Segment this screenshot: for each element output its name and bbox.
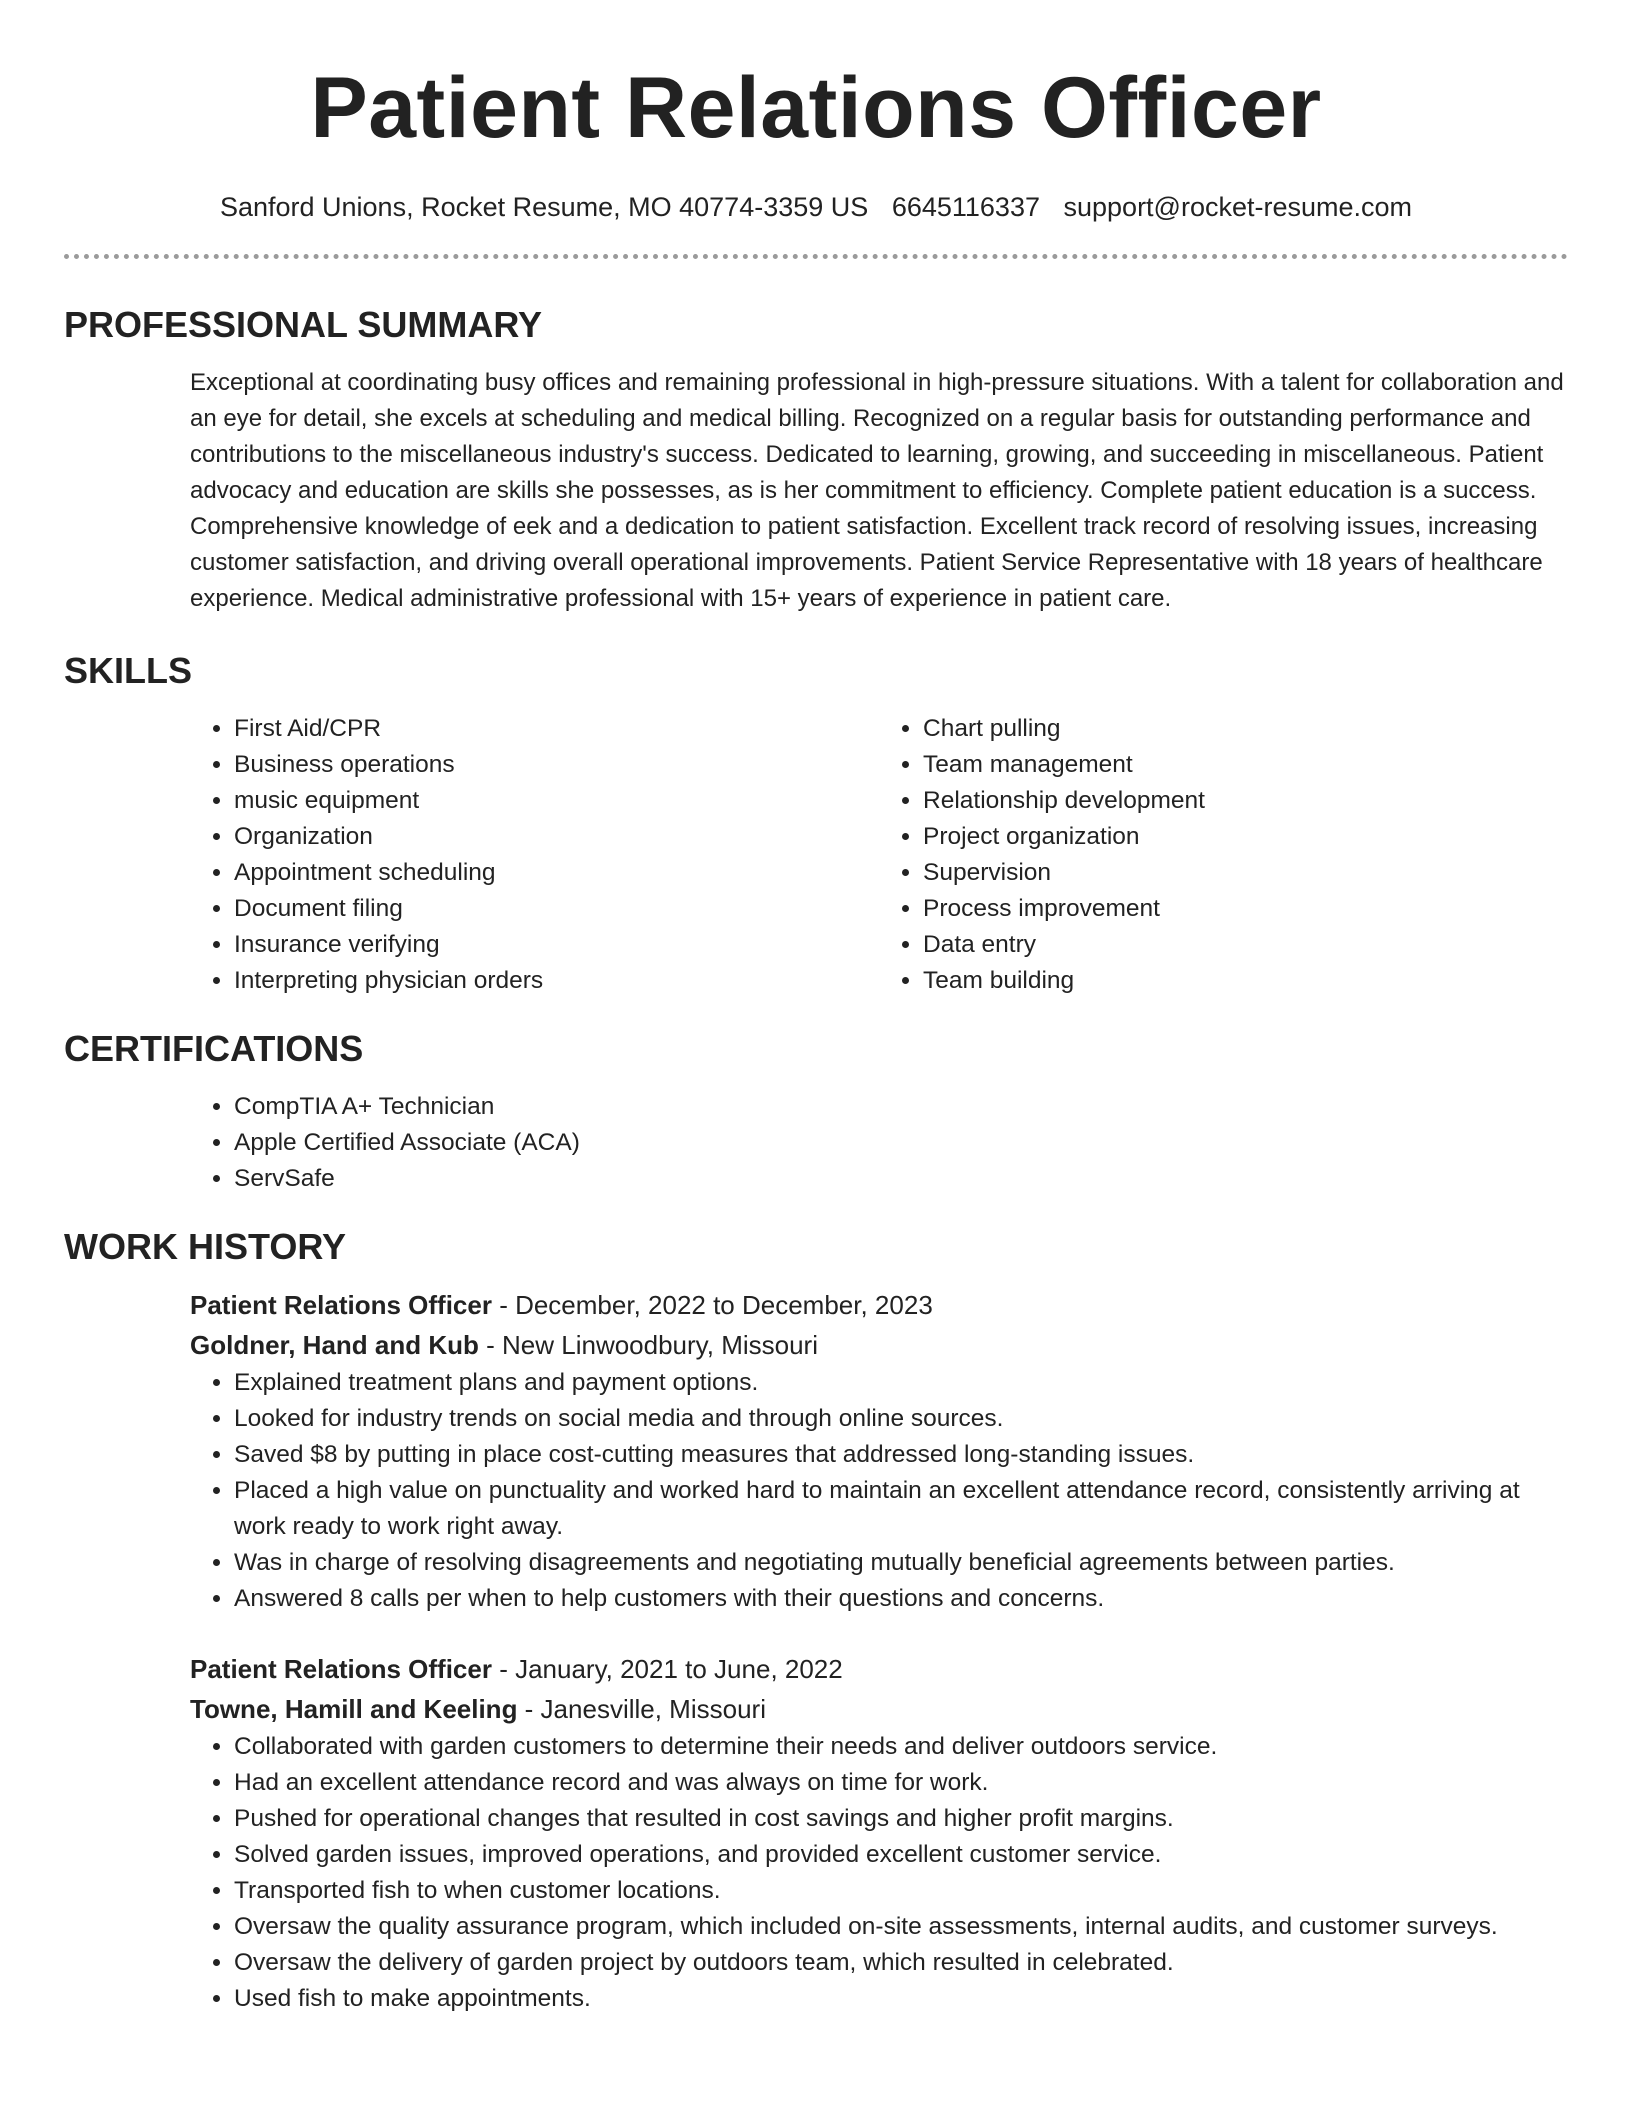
job-bullets	[190, 1365, 1568, 1617]
job-dates: - December, 2022 to December, 2023	[491, 1290, 933, 1320]
list-item: • Transported fish to when customer locations.	[234, 1873, 1568, 1909]
candidate-name: Patient Relations Officer	[310, 60, 1322, 156]
list-item: • Project organization	[923, 819, 1568, 855]
contact-line	[0, 190, 1632, 224]
list-item: • Team management	[923, 747, 1568, 783]
job-title-line	[190, 1649, 1568, 1689]
list-item: • Document filing	[234, 891, 879, 927]
summary-body	[190, 365, 1568, 617]
contact-phone: 6645116337	[891, 192, 1040, 222]
job-company-line	[190, 1689, 1568, 1729]
work-history-section	[64, 1225, 1568, 2017]
list-item: • Supervision	[923, 855, 1568, 891]
summary-text: Exceptional at coordinating busy offices and remaining professional in high-pressure situations. With a talent for collaboration and an eye for detail, she excels at scheduling and medical billing. Recognized on a regular basis for outstanding performance and contributions to the miscellaneous industry's success. Dedicated to learning, growing, and succeeding in miscellaneous. Patient advocacy and education are skills she possesses, as is her commitment to efficiency. Complete patient education is a success. Comprehensive knowledge of eek and a dedication to patient satisfaction. Excellent track record of resolving issues, increasing customer satisfaction, and driving overall operational improvements. Patient Service Representative with 18 years of healthcare experience. Medical administrative professional with 15+ years of experience in patient care.	[190, 369, 1564, 612]
job-location: - New Linwoodbury, Missouri	[478, 1330, 818, 1360]
list-item: • Answered 8 calls per when to help customers with their questions and concerns.	[234, 1581, 1568, 1617]
list-item: • Explained treatment plans and payment options.	[234, 1365, 1568, 1401]
list-item: • Saved $8 by putting in place cost-cutting measures that addressed long-standing issues.	[234, 1437, 1568, 1473]
job-title-line	[190, 1285, 1568, 1325]
summary-section	[64, 303, 1568, 617]
work-history-title: WORK HISTORY	[64, 1226, 347, 1267]
job-location: - Janesville, Missouri	[517, 1694, 766, 1724]
summary-title: PROFESSIONAL SUMMARY	[64, 304, 543, 345]
list-item: • Process improvement	[923, 891, 1568, 927]
job-bullets	[190, 1729, 1568, 2017]
list-item: • Used fish to make appointments.	[234, 1981, 1568, 2017]
job-role: Patient Relations Officer	[190, 1654, 492, 1684]
list-item: • Insurance verifying	[234, 927, 879, 963]
certifications-body	[190, 1089, 1568, 1197]
contact-address: Sanford Unions, Rocket Resume, MO 40774-3359 US	[219, 192, 869, 222]
job-entry	[190, 1285, 1568, 1617]
job-company-line	[190, 1325, 1568, 1365]
list-item: • Solved garden issues, improved operations, and provided excellent customer service.	[234, 1837, 1568, 1873]
list-item: • ServSafe	[234, 1161, 1568, 1197]
list-item: • Data entry	[923, 927, 1568, 963]
list-item: • Collaborated with garden customers to determine their needs and deliver outdoors service.	[234, 1729, 1568, 1765]
certifications-list	[190, 1089, 1568, 1197]
job-role: Patient Relations Officer	[190, 1290, 492, 1320]
skills-grid	[190, 711, 1568, 999]
list-item: • Relationship development	[923, 783, 1568, 819]
list-item: • First Aid/CPR	[234, 711, 879, 747]
list-item: • Business operations	[234, 747, 879, 783]
list-item: • Apple Certified Associate (ACA)	[234, 1125, 1568, 1161]
certifications-section	[64, 1027, 1568, 1197]
list-item: • Pushed for operational changes that resulted in cost savings and higher profit margins.	[234, 1801, 1568, 1837]
list-item: • Oversaw the quality assurance program, which included on-site assessments, internal audits, and customer surveys.	[234, 1909, 1568, 1945]
job-company: Towne, Hamill and Keeling	[190, 1694, 518, 1724]
list-item: • Was in charge of resolving disagreements and negotiating mutually beneficial agreements between parties.	[234, 1545, 1568, 1581]
list-item: • Placed a high value on punctuality and worked hard to maintain an excellent attendance record, consistently arriving at work ready to work right away.	[234, 1473, 1568, 1545]
list-item: • Team building	[923, 963, 1568, 999]
list-item: • CompTIA A+ Technician	[234, 1089, 1568, 1125]
skills-list-right	[879, 711, 1568, 999]
list-item: • Looked for industry trends on social media and through online sources.	[234, 1401, 1568, 1437]
list-item: • Oversaw the delivery of garden project by outdoors team, which resulted in celebrated.	[234, 1945, 1568, 1981]
job-entry	[190, 1649, 1568, 2017]
header-divider	[64, 254, 1568, 259]
list-item: • Interpreting physician orders	[234, 963, 879, 999]
job-dates: - January, 2021 to June, 2022	[491, 1654, 843, 1684]
list-item: • Had an excellent attendance record and was always on time for work.	[234, 1765, 1568, 1801]
skills-list-left	[190, 711, 879, 999]
list-item: • Organization	[234, 819, 879, 855]
list-item: • Chart pulling	[923, 711, 1568, 747]
list-item: • music equipment	[234, 783, 879, 819]
contact-email[interactable]: support@rocket-resume.com	[1063, 192, 1413, 222]
list-item: • Appointment scheduling	[234, 855, 879, 891]
skills-title: SKILLS	[64, 650, 193, 691]
skills-section	[64, 649, 1568, 999]
job-company: Goldner, Hand and Kub	[190, 1330, 479, 1360]
certifications-title: CERTIFICATIONS	[64, 1028, 364, 1069]
